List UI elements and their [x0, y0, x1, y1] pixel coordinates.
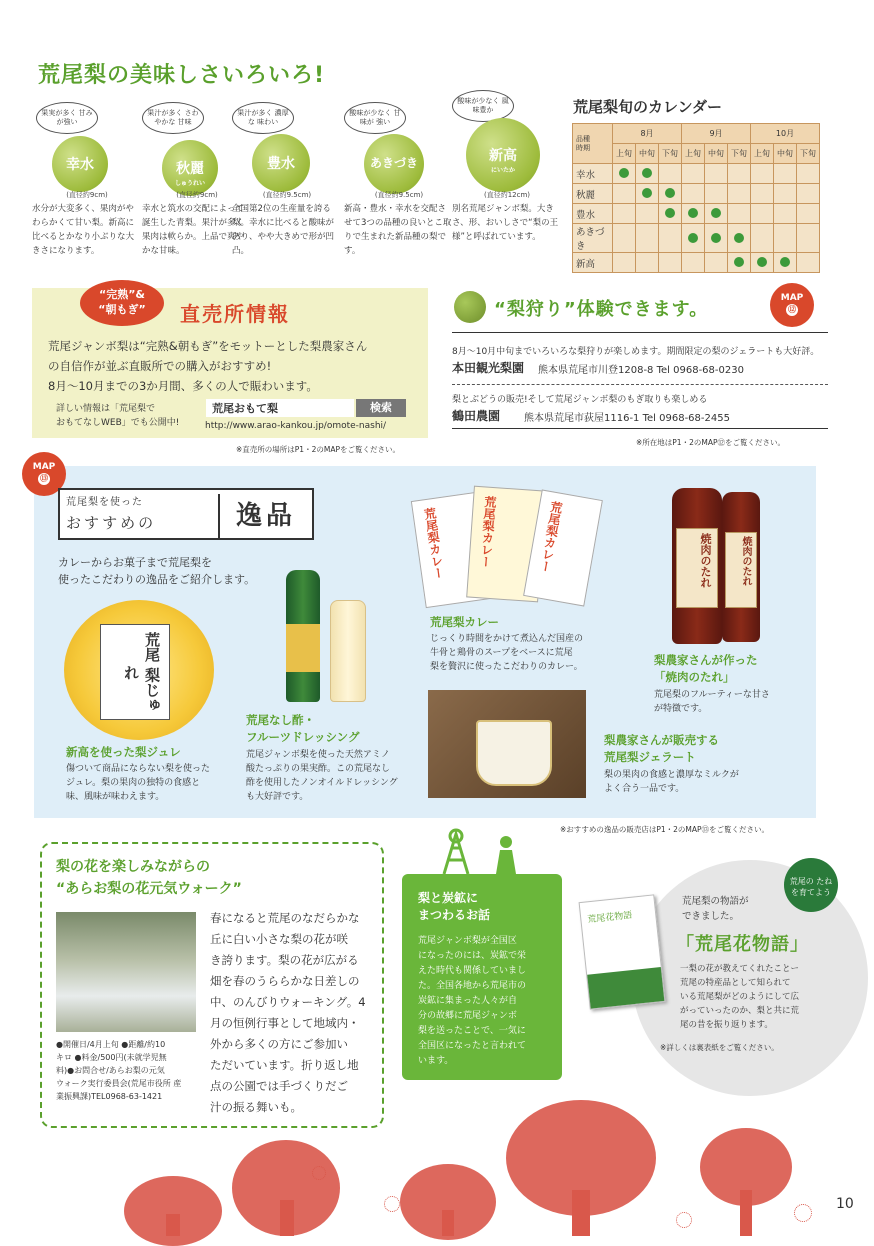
text-line: き誇ります。梨の花が広がる — [210, 953, 359, 967]
text-line: 荒尾梨ジェラート — [604, 750, 696, 764]
products-title-big: 逸品 — [218, 494, 312, 538]
divider — [452, 428, 828, 429]
story-name: 「荒尾花物語」 — [676, 934, 809, 955]
period-header: 上旬 — [613, 144, 636, 164]
calendar-cell — [613, 253, 636, 273]
text-line: 梨農家さんが作った — [654, 653, 758, 667]
calendar-cell — [705, 224, 728, 253]
calendar-cell — [797, 164, 820, 184]
calendar-cell — [682, 224, 705, 253]
dot-decoration — [384, 1196, 400, 1212]
product-desc — [66, 762, 210, 804]
pear-fruit-icon — [162, 140, 218, 196]
calendar-cell — [659, 204, 682, 224]
text-line: 荒尾梨の物語が — [682, 896, 749, 907]
calendar-cell — [613, 164, 636, 184]
search-input[interactable]: 荒尾おもて梨 — [206, 399, 354, 417]
walk-info — [56, 1038, 206, 1103]
calendar-cell — [751, 253, 774, 273]
period-header: 上旬 — [682, 144, 705, 164]
variety-name: 秋麗 — [573, 184, 613, 204]
text-line: ジュレ。梨の果肉の独特の食感と — [66, 778, 201, 788]
dot-decoration — [312, 1166, 326, 1180]
calendar-cell — [728, 224, 751, 253]
calendar-row — [573, 253, 820, 273]
curry-label: 荒尾梨カレー — [478, 495, 498, 569]
pear-name: 豊水 — [267, 156, 295, 172]
pear-description: 全国第2位の生産量を誇る梨。幸水に比べると酸味があり、やや大きめで形が凹凸。 — [232, 204, 335, 256]
page-number: 10 — [836, 1196, 854, 1212]
gelato-cup-image — [476, 720, 552, 786]
text-line: が特徴です。 — [654, 704, 708, 714]
month-header: 8月 — [613, 124, 682, 144]
pear-size: (直径約9cm) — [176, 191, 218, 199]
text-line: 梨農家さんが販売する — [604, 733, 719, 747]
product-desc — [654, 688, 770, 716]
calendar-cell — [705, 164, 728, 184]
map-label: MAP — [32, 462, 56, 472]
badge-line: 荒尾の たね — [789, 877, 833, 886]
products-title: おすすめの — [66, 514, 157, 532]
seed-logo — [784, 858, 838, 912]
bbq-sauce-bottle-image — [672, 488, 722, 644]
text-line: 梨を贅沢に使ったこだわりのカレー。 — [430, 662, 583, 672]
text-line: 点の公園では手づくりだご — [210, 1079, 348, 1093]
season-dot — [688, 233, 698, 243]
direct-sales-title: 直売所情報 — [180, 302, 290, 326]
calendar-cell — [636, 164, 659, 184]
text-line: 味、風味が味わえます。 — [66, 792, 165, 802]
text-line: “あらお梨の花元気ウォーク” — [56, 881, 242, 897]
calendar-row — [573, 224, 820, 253]
product-name — [246, 712, 359, 746]
text-line: います。 — [418, 1056, 454, 1066]
pear-description: 幸水と筑水の交配によって誕生した青梨。果汁が多く果肉は軟らか。上品で爽やかな甘味。 — [142, 204, 245, 256]
dot-decoration — [794, 1204, 812, 1222]
story-intro — [682, 894, 749, 924]
dressing-bottle-image — [330, 600, 366, 702]
season-dot — [734, 233, 744, 243]
product-desc — [430, 632, 583, 674]
calendar-cell — [751, 184, 774, 204]
month-header: 10月 — [751, 124, 820, 144]
page-title: 荒尾梨の美味しさいろいろ! — [38, 63, 326, 88]
tree-trunk — [280, 1200, 294, 1236]
flavor-bubble: 果汁が多く さわやかな 甘味 — [142, 102, 204, 134]
flavor-bubble: 酸味が少なく 甘味が 強い — [344, 102, 406, 134]
text-line: 分の故郷に荒尾ジャンボ — [418, 1011, 517, 1021]
pear-size: (直径約12cm) — [483, 191, 531, 199]
text-line: えた時代も関係していまし — [418, 966, 527, 976]
pear-reading: にいたか — [490, 167, 515, 174]
calendar-cell — [751, 164, 774, 184]
badge-line: “完熟”& — [98, 288, 146, 301]
calendar-cell — [636, 204, 659, 224]
calendar-title: 荒尾梨旬のカレンダー — [573, 98, 723, 116]
text-line: 業振興課)TEL0968-63-1421 — [56, 1092, 163, 1101]
text-line: 梨の花を楽しみながらの — [56, 859, 210, 875]
text-line: 使ったこだわりの逸品をご紹介します。 — [58, 573, 256, 586]
text-line: 月の恒例行事として地域内・ — [210, 1016, 360, 1030]
picking-title: “梨狩り”体験できます。 — [494, 299, 709, 320]
story-book-image — [579, 894, 666, 1009]
calendar-corner — [573, 124, 613, 164]
variety-name: 幸水 — [573, 164, 613, 184]
calendar-cell — [751, 204, 774, 224]
variety-name: 豊水 — [573, 204, 613, 224]
divider — [452, 384, 828, 385]
text-line: できました。 — [682, 911, 740, 922]
calendar-cell — [659, 253, 682, 273]
pear-size: (直径約9cm) — [66, 191, 108, 199]
pear-name: 幸水 — [66, 157, 94, 173]
direct-sales-badge — [80, 280, 164, 326]
product-name: 荒尾梨カレー — [430, 615, 499, 629]
text-line: よく合う一品です。 — [604, 784, 685, 794]
text-line: ウォーク実行委員会(荒尾市役所 産 — [56, 1079, 182, 1088]
pear-fruit-icon — [466, 118, 540, 192]
map-label: MAP — [780, 293, 804, 303]
pear-name: 新高 — [489, 148, 517, 164]
pear-fruit-icon — [364, 134, 424, 194]
tree-trunk — [740, 1190, 752, 1236]
calendar-cell — [774, 204, 797, 224]
text-line: 丘に白い小さな梨の花が咲 — [210, 932, 348, 946]
flavor-bubble: 酸味が少なく 風味豊か — [452, 90, 514, 122]
web-info — [56, 402, 179, 430]
calendar-cell — [774, 184, 797, 204]
story-text — [680, 962, 830, 1032]
text-line: フルーツドレッシング — [246, 730, 360, 744]
text-line: 一梨の花が教えてくれたことー — [680, 964, 800, 974]
map-badge — [770, 283, 814, 327]
period-header: 上旬 — [751, 144, 774, 164]
calendar-row — [573, 164, 820, 184]
period-header: 中旬 — [774, 144, 797, 164]
divider — [452, 332, 828, 333]
text-line: た。全国各地から荒尾市の — [418, 981, 527, 991]
pear-name: あきづき — [369, 156, 418, 170]
farm-b-desc: 梨とぶどうの販売!そして荒尾ジャンボ梨のもぎ取りも楽しめる — [452, 395, 708, 405]
direct-note: ※直売所の場所はP1・2のMAPをご覧ください。 — [236, 445, 400, 454]
variety-name: 新高 — [573, 253, 613, 273]
pear-fruit-icon — [252, 134, 310, 192]
text-line: 梨と炭鉱に — [418, 891, 479, 905]
calendar-cell — [728, 204, 751, 224]
farm-b-address: 熊本県荒尾市荻屋1116-1 Tel 0968-68-2455 — [524, 413, 730, 424]
walk-description — [210, 908, 372, 1118]
badge-line: “朝もぎ” — [98, 303, 146, 316]
pear-blossom-photo — [56, 912, 196, 1032]
season-dot — [780, 257, 790, 267]
calendar-cell — [774, 224, 797, 253]
calendar-cell — [751, 224, 774, 253]
text-line: 梨の果肉の食感と濃厚なミルクが — [604, 770, 739, 780]
sauce-label: 焼肉のたれ — [725, 532, 757, 608]
text-line: 春になると荒尾のなだらかな — [210, 911, 360, 925]
text-line: も大好評です。 — [246, 792, 309, 802]
text-line: 梨を送ったことで、一気に — [418, 1026, 526, 1036]
text-line: 荒尾梨のフルーティーな甘さ — [654, 690, 770, 700]
curry-label: 荒尾梨カレー — [537, 500, 564, 574]
calendar-cell — [774, 253, 797, 273]
farm-a-name: 本田観光梨園 — [452, 361, 525, 375]
tree-trunk — [572, 1190, 590, 1236]
text-line: 料)●お問合せ/あらお梨の元気 — [56, 1066, 165, 1075]
period-header: 中旬 — [636, 144, 659, 164]
calendar-cell — [613, 224, 636, 253]
season-dot — [757, 257, 767, 267]
text-line: キロ ●料金/500円(未就学児無 — [56, 1053, 167, 1062]
text-line: 荒尾の特産品として知られて — [680, 978, 791, 988]
product-desc — [246, 748, 398, 804]
season-dot — [711, 208, 721, 218]
calendar-cell — [659, 224, 682, 253]
pear-description: 水分が大変多く、果肉がやわらかくて甘い梨。新高に比べるとかなり小ぶりな大きさになります。 — [32, 204, 135, 256]
calendar-cell — [728, 164, 751, 184]
pear-fruit-icon — [52, 136, 108, 192]
pear-size: (直径約9.5cm) — [374, 191, 424, 199]
season-dot — [665, 188, 675, 198]
period-header: 下旬 — [797, 144, 820, 164]
map-number: ⑫ — [788, 305, 796, 314]
calendar-cell — [613, 204, 636, 224]
book-title: 荒尾花物語 — [586, 910, 633, 926]
pear-description: 別名荒尾ジャンボ梨。大きさ、形、おいしさで“梨の王様”と呼ばれています。 — [452, 204, 559, 242]
products-subtitle: 荒尾梨を使った — [66, 497, 143, 508]
calendar-cell — [636, 224, 659, 253]
text-line: 炭鉱に集まった人々が自 — [418, 996, 518, 1006]
calendar-cell — [682, 184, 705, 204]
product-name — [654, 652, 758, 686]
calendar-cell — [728, 184, 751, 204]
text-line: 荒尾ジャンボ梨を使った天然アミノ — [246, 750, 390, 760]
pear-icon — [454, 291, 486, 323]
text-line: まつわるお話 — [418, 908, 491, 922]
text-line: になったのには、炭鉱で栄 — [418, 951, 527, 961]
farm-b-name: 鶴田農園 — [452, 409, 501, 423]
text-line: いる荒尾梨がどのようにして広 — [680, 992, 800, 1002]
calendar-cell — [728, 253, 751, 273]
tree-trunk — [442, 1210, 454, 1236]
calendar-row — [573, 204, 820, 224]
variety-name: あきづき — [573, 224, 613, 253]
calendar-cell — [797, 204, 820, 224]
text-line: 酢を使用したノンオイルドレッシング — [246, 778, 398, 788]
calendar-cell — [705, 184, 728, 204]
text-line: 傷ついて商品にならない梨を使った — [66, 764, 211, 774]
text-line: がっていったのか、梨と共に荒 — [680, 1006, 800, 1016]
coal-story-text — [418, 934, 550, 1069]
tree-trunk — [166, 1214, 180, 1236]
picking-note: ※所在地はP1・2のMAP⑫をご覧ください。 — [636, 438, 785, 447]
calendar-cell — [613, 184, 636, 204]
calendar-cell — [636, 253, 659, 273]
period-header: 中旬 — [705, 144, 728, 164]
flavor-bubble: 果汁が多く 濃厚な 味わい — [232, 102, 294, 134]
product-name — [604, 732, 719, 766]
curry-label: 荒尾梨カレー — [421, 506, 446, 580]
season-dot — [619, 168, 629, 178]
calendar-cell — [659, 164, 682, 184]
pear-name: 秋麗 — [176, 161, 204, 177]
corner-period-label: 時期 — [576, 143, 590, 152]
coal-mine-tower-icon — [434, 828, 524, 874]
text-line: 尾の昔を振り返ります。 — [680, 1020, 773, 1030]
text-line: おもてなしWEB」でも公開中! — [56, 418, 180, 428]
calendar-cell — [797, 224, 820, 253]
period-header: 下旬 — [659, 144, 682, 164]
products-note: ※おすすめの逸品の販売店はP1・2のMAP⑬をご覧ください。 — [560, 825, 770, 834]
story-note: ※詳しくは裏表紙をご覧ください。 — [660, 1043, 779, 1052]
badge-line: を育てよう — [791, 888, 831, 897]
products-intro — [58, 554, 298, 588]
season-dot — [665, 208, 675, 218]
pear-jelly-label: 荒尾 梨じゅれ — [100, 624, 170, 720]
text-line: 「焼肉のたれ」 — [654, 670, 735, 684]
season-dot — [642, 188, 652, 198]
text-line: 荒尾ジャンボ梨が全国区 — [418, 936, 517, 946]
text-line: ただいています。折り返し地 — [210, 1058, 359, 1072]
text-line: 8月〜10月までの3か月間、多くの人で賑わいます。 — [48, 379, 318, 393]
pear-reading: しゅうれい — [174, 180, 205, 187]
farm-a-desc: 8月〜10月中旬までいろいろな梨狩りが楽しめます。期間限定の梨のジェラートも大好評。 — [452, 347, 820, 357]
search-button[interactable]: 検索 — [356, 399, 406, 417]
bbq-sauce-bottle-image — [722, 492, 760, 642]
direct-sales-text — [48, 336, 418, 396]
dot-decoration — [676, 1212, 692, 1228]
text-line: 荒尾ジャンボ梨は“完熟&朝もぎ”をモットーとした梨農家さん — [48, 339, 368, 353]
text-line: 詳しい情報は「荒尾梨で — [56, 404, 156, 414]
pear-size: (直径約9.5cm) — [262, 191, 312, 199]
vinegar-label-image — [286, 624, 320, 672]
book-cover-band — [587, 967, 664, 1009]
farm-a-address: 熊本県荒尾市川登1208-8 Tel 0968-68-0230 — [538, 365, 744, 376]
season-dot — [642, 168, 652, 178]
text-line: じっくり時間をかけて煮込んだ国産の — [430, 634, 584, 644]
text-line: 全国区になったと言われて — [418, 1041, 527, 1051]
season-dot — [688, 208, 698, 218]
calendar-cell — [636, 184, 659, 204]
text-line: ●開催日/4月上旬 ●距離/約10 — [56, 1040, 166, 1049]
product-name: 新高を使った梨ジュレ — [66, 745, 181, 759]
period-header: 下旬 — [728, 144, 751, 164]
text-line: 牛骨と鶏骨のスープをベースに荒尾 — [430, 648, 573, 658]
harvest-calendar — [572, 123, 820, 273]
map-number: ⑬ — [40, 474, 48, 483]
calendar-cell — [774, 164, 797, 184]
calendar-cell — [659, 184, 682, 204]
month-header: 9月 — [682, 124, 751, 144]
calendar-row — [573, 184, 820, 204]
text-line: カレーからお菓子まで荒尾梨を — [58, 556, 212, 569]
text-line: 中、のんびりウォーキング。4 — [210, 995, 366, 1009]
calendar-cell — [705, 253, 728, 273]
sauce-label: 焼肉のたれ — [676, 528, 718, 608]
calendar-cell — [682, 204, 705, 224]
calendar-cell — [797, 253, 820, 273]
text-line: 荒尾なし酢・ — [246, 713, 315, 727]
product-desc — [604, 768, 739, 796]
calendar-cell — [797, 184, 820, 204]
calendar-cell — [705, 204, 728, 224]
text-line: 畑を春のうららかな日差しの — [210, 974, 360, 988]
season-dot — [711, 233, 721, 243]
text-line: 汁の振る舞いも。 — [210, 1100, 302, 1114]
coal-story-title — [418, 890, 490, 924]
calendar-cell — [682, 164, 705, 184]
corner-variety-label: 品種 — [576, 134, 590, 143]
walk-title — [56, 856, 242, 900]
text-line: 酸たっぷりの果実酢。この荒尾なし — [246, 764, 391, 774]
text-line: の自信作が並ぶ直販所での購入がおすすめ! — [48, 359, 272, 373]
calendar-cell — [682, 253, 705, 273]
season-dot — [734, 257, 744, 267]
flavor-bubble: 果実が多く 甘みが強い — [36, 102, 98, 134]
pear-description: 新高・豊水・幸水を交配させて3つの品種の良いとこ取りで生まれた新品種の梨です。 — [344, 204, 452, 256]
website-url[interactable]: http://www.arao-kankou.jp/omote-nashi/ — [205, 421, 387, 431]
text-line: 外から多くの方にご参加い — [210, 1037, 348, 1051]
